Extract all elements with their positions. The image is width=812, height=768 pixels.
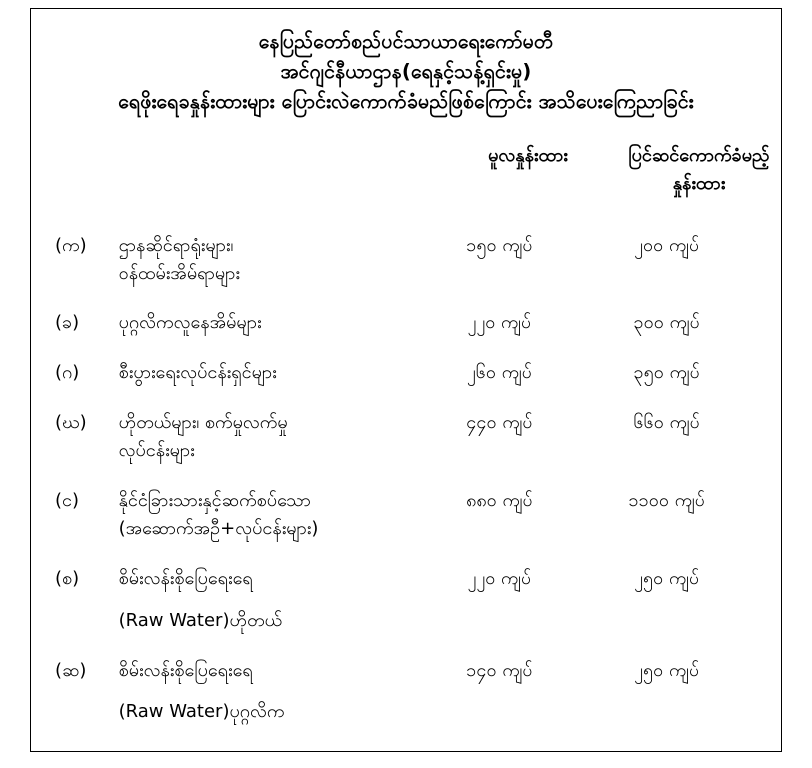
- row-label-line1: ဌာနဆိုင်ရာရုံးများ၊: [118, 234, 234, 256]
- column-header-revised-line1: ပြင်ဆင်ကောက်ခံမည့်: [628, 144, 770, 166]
- row-label-line1: ဟိုတယ်များ၊ စက်မှုလက်မှု: [118, 412, 288, 434]
- row-index: (င): [55, 490, 80, 511]
- row-original-rate: ၈၈၀ ကျပ်: [466, 490, 533, 511]
- table-row: [55, 309, 757, 359]
- row-original-rate: ၁၅၀ ကျပ်: [466, 234, 533, 256]
- table-column-headers: [55, 136, 770, 232]
- header-line-department: အင်ဂျင်နီယာဌာန(ရေနှင့်သန့်ရှင်းမှု): [280, 60, 532, 84]
- row-index: (ဆ): [55, 659, 87, 681]
- row-revised-rate: ၂၀၀ ကျပ်: [634, 234, 700, 256]
- row-label-line1: ပုဂ္ဂလိကလူနေအိမ်များ: [118, 312, 262, 334]
- row-label-line2: ဝန်ထမ်းအိမ်ရာများ: [118, 262, 240, 284]
- row-original-rate: ၂၂၀ ကျပ်: [467, 567, 532, 589]
- row-index: (စ): [55, 567, 80, 589]
- row-revised-rate: ၃၀၀ ကျပ်: [633, 312, 700, 334]
- row-original-rate: ၂၆၀ ကျပ်: [466, 362, 532, 384]
- row-label-line2: (Raw Water)ဟိုတယ်: [118, 609, 283, 631]
- row-label: [119, 309, 423, 359]
- row-label: [119, 232, 423, 310]
- table-row: [55, 565, 757, 657]
- column-header-original: မူလနှုန်းထား: [488, 144, 568, 166]
- table-row: [55, 657, 757, 749]
- announcement-sheet: [30, 8, 782, 752]
- row-label: [119, 487, 423, 565]
- row-original-rate: ၁၄၀ ကျပ်: [466, 659, 533, 681]
- rates-table: [55, 232, 757, 749]
- row-label-line1: စိမ်းလန်းစိုပြေရေးရေ: [118, 567, 253, 589]
- row-revised-rate: ၂၅၀ ကျပ်: [634, 567, 700, 589]
- row-label: [119, 657, 423, 749]
- row-label-line2: လုပ်ငန်းများ: [118, 440, 195, 462]
- column-header-revised: [611, 142, 787, 200]
- table-row: [55, 359, 757, 409]
- row-revised-rate: ၃၅၀ ကျပ်: [633, 362, 700, 384]
- row-label-line1: နိုင်ငံခြားသားနှင့်ဆက်စပ်သော: [118, 490, 311, 511]
- row-index: (ဃ): [55, 412, 87, 434]
- row-label-line1: စိမ်းလန်းစိုပြေရေးရေ: [118, 659, 253, 681]
- header-line-organization: နေပြည်တော်စည်ပင်သာယာရေးကော်မတီ: [258, 30, 554, 53]
- row-index: (က): [55, 234, 87, 256]
- row-label: [119, 565, 423, 657]
- row-revised-rate: ၆၆၀ ကျပ်: [633, 412, 700, 434]
- row-revised-rate: ၂၅၀ ကျပ်: [634, 659, 700, 681]
- row-index: (ဂ): [55, 362, 80, 384]
- row-revised-rate: ၁၁၀၀ ကျပ်: [628, 490, 705, 511]
- row-label-line2: (Raw Water)ပုဂ္ဂလိက: [118, 701, 285, 723]
- table-row: [55, 232, 757, 310]
- row-original-rate: ၄၄၀ ကျပ်: [466, 412, 533, 434]
- row-original-rate: ၂၂၀ ကျပ်: [467, 312, 532, 334]
- row-label-line1: စီးပွားရေးလုပ်ငန်းရှင်များ: [118, 362, 277, 384]
- row-label-line2: (အဆောက်အဦ+လုပ်ငန်းများ): [118, 517, 319, 539]
- header-line-title: ရေဖိုးရေခနှုန်းထားများ ပြောင်းလဲကောက်ခံမည်ဖြစ်ကြောင်း အသိပေးကြေညာခြင်း: [118, 90, 694, 114]
- row-label: [119, 409, 423, 487]
- table-row: [55, 487, 757, 565]
- document-header: [55, 27, 757, 118]
- column-header-revised-line2: နှုန်းထား: [672, 173, 726, 195]
- row-index: (ခ): [55, 312, 80, 334]
- table-row: [55, 409, 757, 487]
- row-label: [119, 359, 423, 409]
